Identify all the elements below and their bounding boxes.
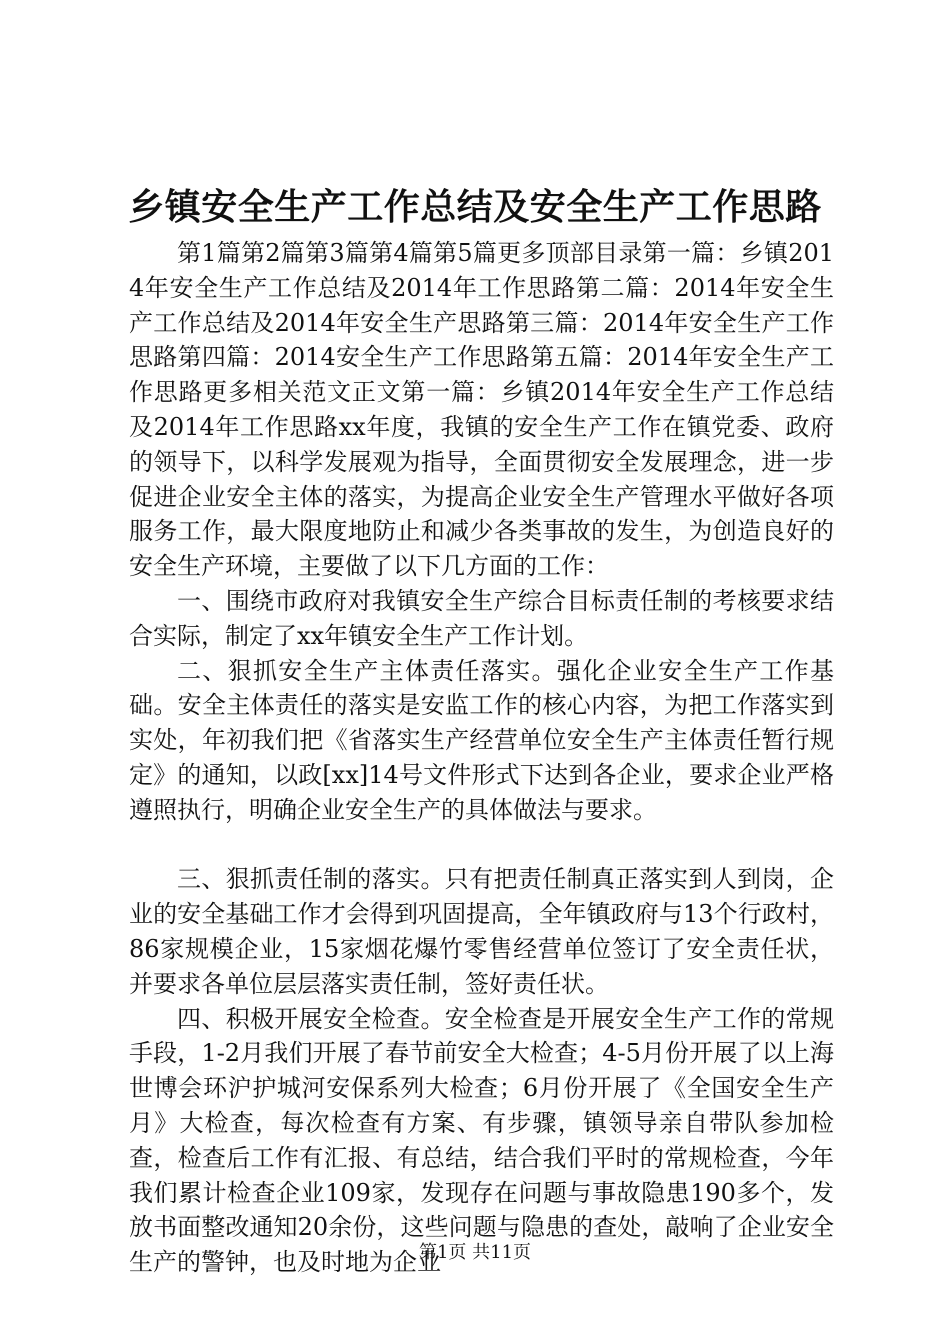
paragraph-section-1: 一、围绕市政府对我镇安全生产综合目标责任制的考核要求结合实际，制定了xx年镇安全生产工作计划。 <box>129 586 834 650</box>
page-number-footer: 第1页 共11页 <box>418 1242 532 1263</box>
paragraph-section-4: 四、积极开展安全检查。安全检查是开展安全生产工作的常规手段，1-2月我们开展了春节前安全大检查；4-5月份开展了以上海世博会环沪护城河安保系列大检查；6月份开展了《全国安全生产月》大检查，每次检查有方案、有步骤，镇领导亲自带队参加检查，检查后工作有汇报、有总结，结合我们平时的常规检查，今年我们累计检查企业109家，发现存在问题与事故隐患190多个，发放书面整改通知20余份，这些问题与隐患的查处，敲响了企业安全生产的警钟，也及时地为企业 <box>129 1004 834 1277</box>
paragraph-section-2: 二、狠抓安全生产主体责任落实。强化企业安全生产工作基础。安全主体责任的落实是安监工作的核心内容，为把工作落实到实处，年初我们把《省落实生产经营单位安全生产主体责任暂行规定》的通知，以政[xx]14号文件形式下达到各企业，要求企业严格遵照执行，明确企业安全生产的具体做法与要求。 <box>129 656 834 824</box>
page-title: 乡镇安全生产工作总结及安全生产工作思路 <box>128 187 822 228</box>
paragraph-intro: 第1篇第2篇第3篇第4篇第5篇更多顶部目录第一篇：乡镇2014年安全生产工作总结及2014年工作思路第二篇：2014年安全生产工作总结及2014年安全生产思路第三篇：2014年安全生产工作思路第四篇：2014安全生产工作思路第五篇：2014年安全生产工作思路更多相关范文正文第一篇：乡镇2014年安全生产工作总结及2014年工作思路xx年度，我镇的安全生产工作在镇党委、政府的领导下，以科学发展观为指导，全面贯彻安全发展理念，进一步促进企业安全主体的落实，为提高企业安全生产管理水平做好各项服务工作，最大限度地防止和减少各类事故的发生，为创造良好的安全生产环境，主要做了以下几方面的工作： <box>129 239 834 581</box>
document-body <box>129 236 834 1280</box>
paragraph-section-3: 三、狠抓责任制的落实。只有把责任制真正落实到人到岗，企业的安全基础工作才会得到巩固提高，全年镇政府与13个行政村，86家规模企业，15家烟花爆竹零售经营单位签订了安全责任状，并要求各单位层层落实责任制，签好责任状。 <box>129 865 834 998</box>
paragraph-spacer <box>129 828 834 863</box>
